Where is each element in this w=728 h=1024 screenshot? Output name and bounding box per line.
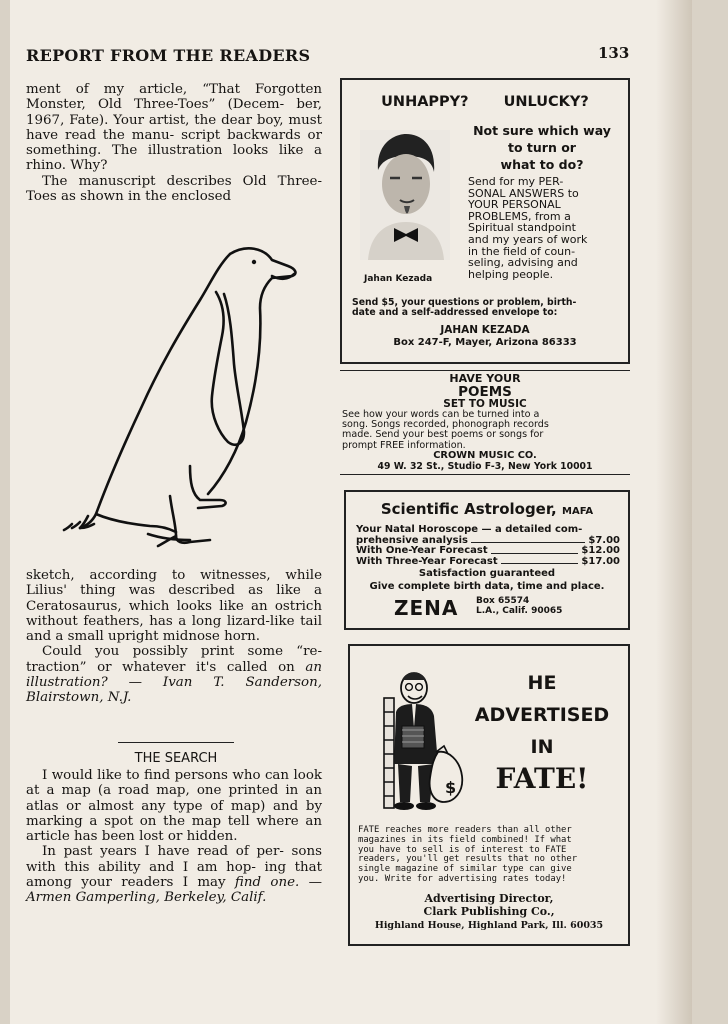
section-heading-the-search: THE SEARCH — [118, 742, 234, 766]
poems-line-2: POEMS — [458, 384, 512, 400]
astrologer-instructions: Give complete birth data, time and place. — [369, 581, 605, 592]
kezada-question: Not sure which way to turn or what to do? — [473, 123, 611, 172]
paragraph-5: I would like to find persons who can look at a map (a road map, one printed in an atlas or almost any type of map) and by marking a spot on the map tell where an article has been lost or hidden. — [26, 768, 323, 845]
poems-body: See how your words can be turned into a song. Songs recorded, phonograph records made. Send your best poems or songs for prompt FREE information. — [342, 409, 549, 451]
page-number: 133 — [598, 44, 630, 62]
fate-advertised: ADVERTISED — [474, 704, 610, 726]
kezada-name: JAHAN KEZADA — [440, 324, 530, 336]
poems-line-3: SET TO MUSIC — [443, 398, 527, 410]
poems-address: 49 W. 32 St., Studio F-3, New York 10001 — [377, 460, 593, 472]
price-row: With Three-Year Forecast $17.00 — [356, 555, 620, 567]
kezada-portrait-photo — [360, 130, 450, 260]
astrologer-satisfaction: Satisfaction guaranteed — [418, 568, 556, 579]
paragraph-3: sketch, according to witnesses, while Lilius' thing was described as like a Ceratosaurus, which looks like an ostrich without feathers, has a long lizard-like tail and a small upright midnose horn. — [26, 568, 322, 645]
running-header: REPORT FROM THE READERS — [26, 46, 311, 65]
fate-body: FATE reaches more readers than all other magazines in its field combined! If what you have to sell is of interest to FATE readers, you'll get results that no other single magazine of similar type can give you. Write for advertising rates today! — [358, 825, 578, 884]
astrologer-price-list: Your Natal Horoscope — a detailed com- prehensive analysis $7.00 With One-Year Forecast $12.00 With Three-Year Forecast $17.00 — [356, 524, 620, 567]
kezada-advertisement — [340, 78, 630, 364]
kezada-photo-caption: Jahan Kezada — [364, 274, 433, 284]
astrologer-address: Box 65574 L.A., Calif. 90065 — [476, 596, 563, 616]
kezada-address: Box 247-F, Mayer, Arizona 86333 — [393, 337, 577, 348]
fate-in: IN — [530, 736, 554, 758]
kezada-body: Send for my PER- SONAL ANSWERS to YOUR PERSONAL PROBLEMS, from a Spiritual standpoint and my years of work in the field of coun- seling, advising and helping people. — [468, 175, 588, 281]
astrologer-title: Scientific Astrologer, MAFA — [380, 500, 594, 518]
astrologer-name: ZENA — [394, 596, 459, 620]
fate-logo: FATE! — [495, 762, 589, 795]
magazine-page — [10, 0, 692, 1024]
kezada-headline: UNHAPPY? UNLUCKY? — [381, 94, 589, 110]
page-edge-shadow — [656, 0, 692, 1024]
penguin-sketch-illustration — [50, 236, 310, 552]
fate-contact: Advertising Director, Clark Publishing Co., — [423, 892, 555, 918]
fate-he: HE — [527, 672, 557, 694]
paragraph-2: The manuscript describes Old Three-Toes as shown in the enclosed — [26, 173, 322, 205]
paragraph-6: In past years I have read of per- sons with this ability and I am hop- ing that among your readers I may find one. — Armen Gamperling, Berkeley, Calif. — [26, 844, 322, 906]
kezada-send-instructions: Send $5, your questions or problem, birth- date and a self-addressed envelope to: — [352, 297, 577, 318]
poems-line-1: HAVE YOUR — [449, 372, 521, 385]
letter-text-bottom — [26, 568, 322, 706]
paragraph-4: Could you possibly print some “re- traction” or whatever it's called on an illustration? — Ivan T. Sanderson, Blairstown, N.J. — [26, 644, 322, 706]
letter-text-top — [26, 82, 322, 204]
fate-advertisement — [348, 644, 630, 946]
money-bag-dollar-sign: $ — [445, 778, 457, 797]
paragraph-1: ment of my article, “That Forgotten Monster, Old Three-Toes” (Decem- ber, 1967, Fate). Your artist, the dear boy, must have read the manu- script backwards or something. The illustration looks like a rhino. Why? — [26, 82, 322, 174]
poems-company: CROWN MUSIC CO. — [433, 449, 537, 461]
price-row: With One-Year Forecast $12.00 — [356, 545, 620, 556]
astrologer-advertisement — [344, 490, 630, 630]
poems-advertisement — [340, 370, 630, 475]
price-row: prehensive analysis $7.00 — [356, 534, 620, 546]
search-letter-text — [26, 768, 322, 906]
fate-address: Highland House, Highland Park, Ill. 60035 — [374, 920, 604, 931]
